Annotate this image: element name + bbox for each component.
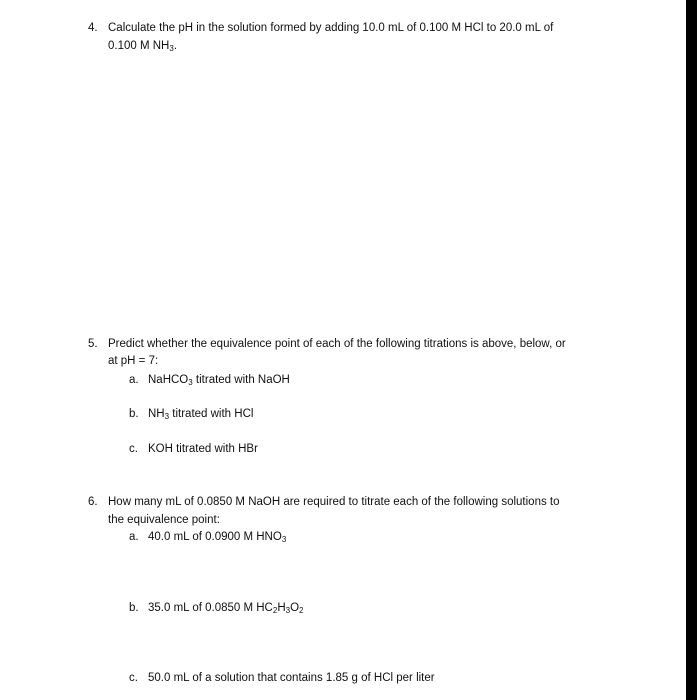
q6-item-b: 35.0 mL of 0.0850 M $HC_2H_3O_2$ <box>148 602 304 615</box>
q6-item-c: 50.0 mL of a solution that contains 1.85 g of HCl per liter <box>148 672 435 684</box>
q5-item-b-marker: b. <box>129 408 139 420</box>
q6-item-a: 40.0 mL of 0.0900 M $HNO_3$ <box>148 531 287 544</box>
q5-text-line2: at pH = 7: <box>108 355 159 367</box>
q5-number: 5. <box>88 338 98 350</box>
q5-item-c-marker: c. <box>129 443 138 455</box>
q6-item-a-marker: a. <box>129 531 139 543</box>
q6-text-line1: How many mL of 0.0850 M NaOH are required to titrate each of the following solutions to <box>108 496 560 508</box>
q6-item-b-marker: b. <box>129 602 139 614</box>
q5-item-b: $NH_3$ titrated with HCl <box>148 408 254 421</box>
q5-text-line1: Predict whether the equivalence point of each of the following titrations is above, below, or <box>108 338 566 350</box>
q4-text-line1: Calculate the pH in the solution formed by adding 10.0 mL of 0.100 M HCl to 20.0 mL of <box>108 22 554 34</box>
q5-item-a: NaHCO$_3$ titrated with NaOH <box>148 374 290 387</box>
q6-text-line2: the equivalence point: <box>108 514 220 526</box>
q6-item-c-marker: c. <box>129 672 138 684</box>
q6-number: 6. <box>88 496 98 508</box>
q4-text-line2: 0.100 M $NH_3$. <box>108 40 178 53</box>
q5-item-c: KOH titrated with HBr <box>148 443 258 455</box>
q5-item-a-marker: a. <box>129 374 139 386</box>
q4-number: 4. <box>88 22 98 34</box>
